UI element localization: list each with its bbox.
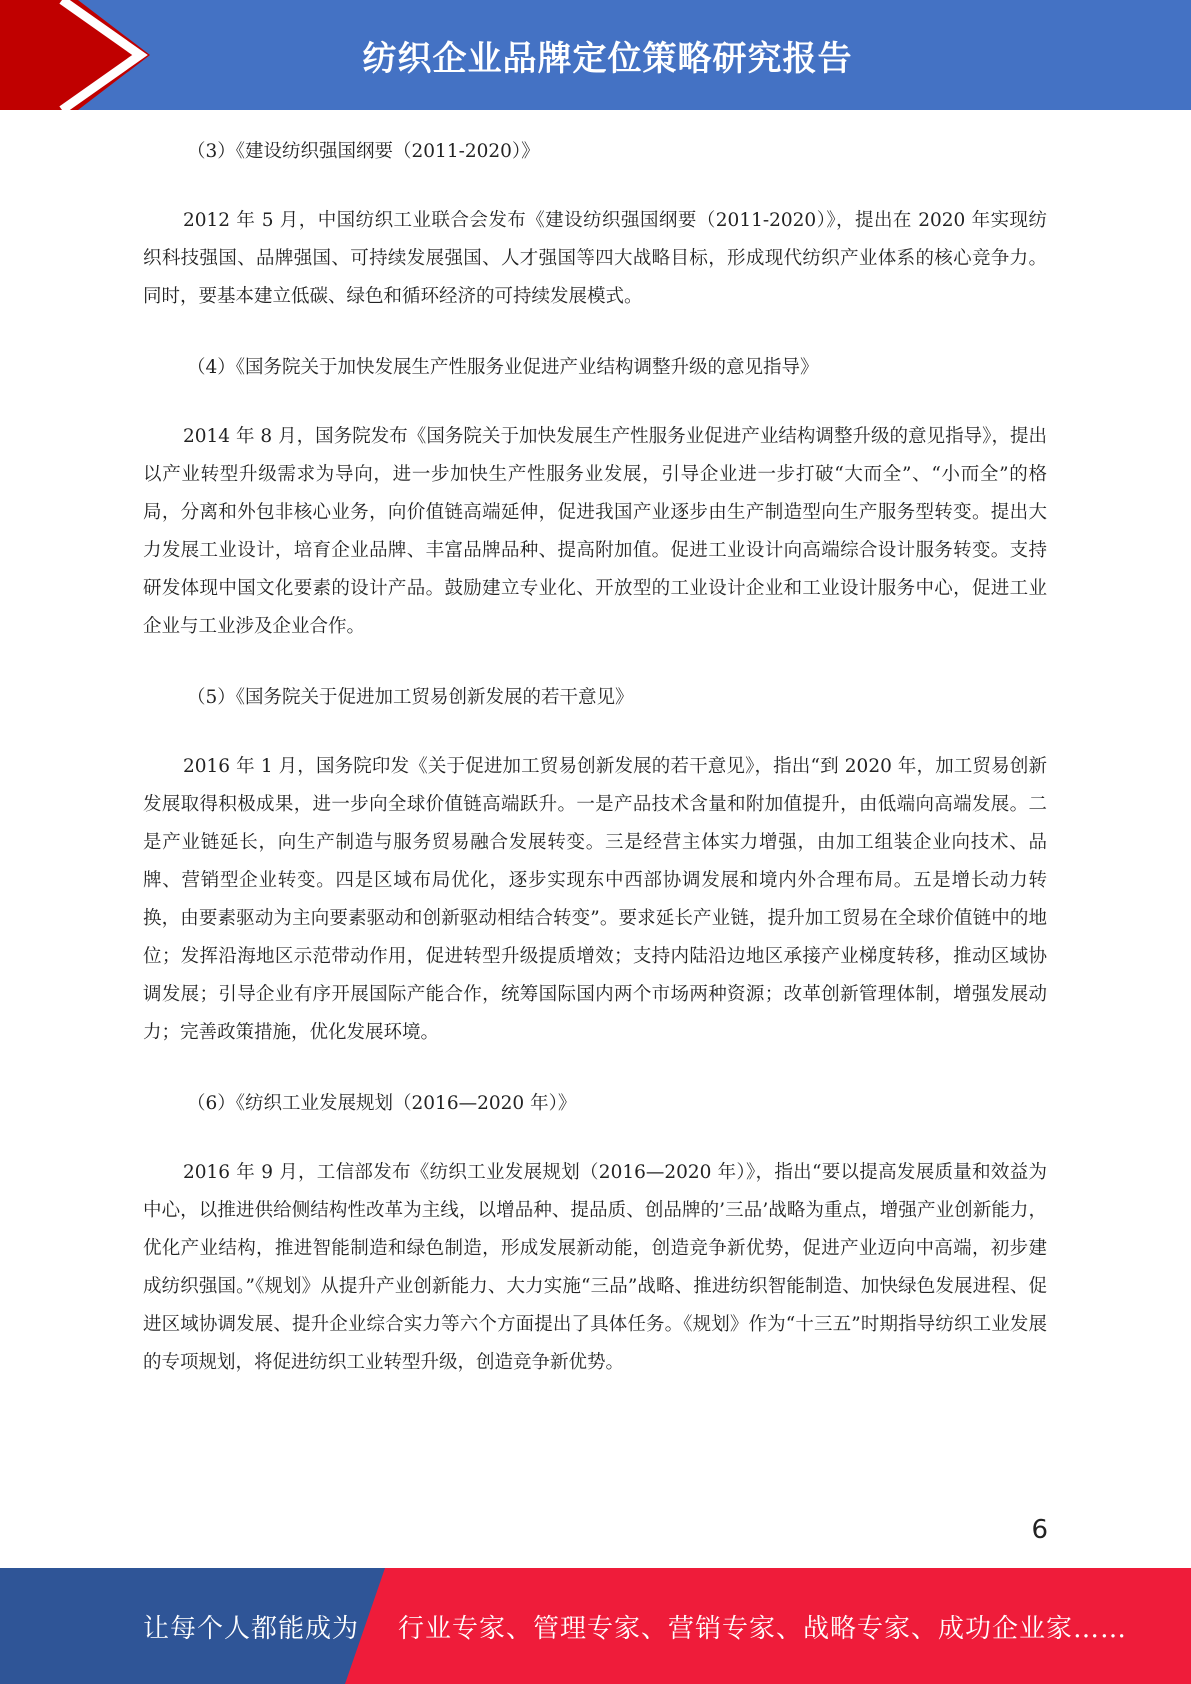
- section-heading: （5）《国务院关于促进加工贸易创新发展的若干意见》: [187, 687, 634, 708]
- section-paragraph: 2014 年 8 月，国务院发布《国务院关于加快发展生产性服务业促进产业结构调整升级的意见指导》，提出以产业转型升级需求为导向，进一步加快生产性服务业发展，引导企业进一步打破“大而全”、“小而全”的格局，分离和外包非核心业务，向价值链高端延伸，促进我国产业逐步由生产制造型向生产服务型转变。提出大力发展工业设计，培育企业品牌、丰富品牌品种、提高附加值。促进工业设计向高端综合设计服务转变。支持研发体现中国文化要素的设计产品。鼓励建立专业化、开放型的工业设计企业和工业设计服务中心，促进工业企业与工业涉及企业合作。: [143, 426, 1047, 637]
- section-heading: （3）《建设纺织强国纲要（2011-2020）》: [187, 141, 540, 162]
- section-paragraph: 2016 年 1 月，国务院印发《关于促进加工贸易创新发展的若干意见》，指出“到 2020 年，加工贸易创新发展取得积极成果，进一步向全球价值链高端跃升。一是产品技术含量和附加值提升，由低端向高端发展。二是产业链延长，向生产制造与服务贸易融合发展转变。三是经营主体实力增强，由加工组装企业向技术、品牌、营销型企业转变。四是区域布局优化，逐步实现东中西部协调发展和境内外合理布局。五是增长动力转换，由要素驱动为主向要素驱动和创新驱动相结合转变”。要求延长产业链，提升加工贸易在全球价值链中的地位；发挥沿海地区示范带动作用，促进转型升级提质增效；支持内陆沿边地区承接产业梯度转移，推动区域协调发展；引导企业有序开展国际产能合作，统筹国际国内两个市场两种资源；改革创新管理体制，增强发展动力；完善政策措施，优化发展环境。: [143, 756, 1047, 1043]
- document-title: 纺织企业品牌定位策略研究报告: [362, 38, 853, 79]
- document-body: [143, 132, 1047, 1382]
- footer-slogan-left: 让每个人都能成为: [143, 1613, 360, 1644]
- section-paragraph: 2016 年 9 月，工信部发布《纺织工业发展规划（2016—2020 年）》，指出“要以提高发展质量和效益为中心，以推进供给侧结构性改革为主线，以增品种、提品质、创品牌的’三品’战略为重点，增强产业创新能力，优化产业结构，推进智能制造和绿色制造，形成发展新动能，创造竞争新优势，促进产业迈向中高端，初步建成纺织强国。”《规划》从提升产业创新能力、大力实施“三品”战略、推进纺织智能制造、加快绿色发展进程、促进区域协调发展、提升企业综合实力等六个方面提出了具体任务。《规划》作为“十三五”时期指导纺织工业发展的专项规划，将促进纺织工业转型升级，创造竞争新优势。: [143, 1162, 1047, 1373]
- page-number: 6: [1031, 1515, 1048, 1545]
- page-footer: [0, 1568, 1191, 1684]
- section-heading: （4）《国务院关于加快发展生产性服务业促进产业结构调整升级的意见指导》: [187, 357, 819, 378]
- section-heading: （6）《纺织工业发展规划（2016—2020 年）》: [187, 1093, 577, 1114]
- footer-slogan-right: 行业专家、管理专家、营销专家、战略专家、成功企业家……: [398, 1613, 1128, 1644]
- section-paragraph: 2012 年 5 月，中国纺织工业联合会发布《建设纺织强国纲要（2011-2020）》，提出在 2020 年实现纺织科技强国、品牌强国、可持续发展强国、人才强国等四大战略目标，形成现代纺织产业体系的核心竞争力。同时，要基本建立低碳、绿色和循环经济的可持续发展模式。: [143, 210, 1047, 307]
- page-header: [0, 0, 1191, 110]
